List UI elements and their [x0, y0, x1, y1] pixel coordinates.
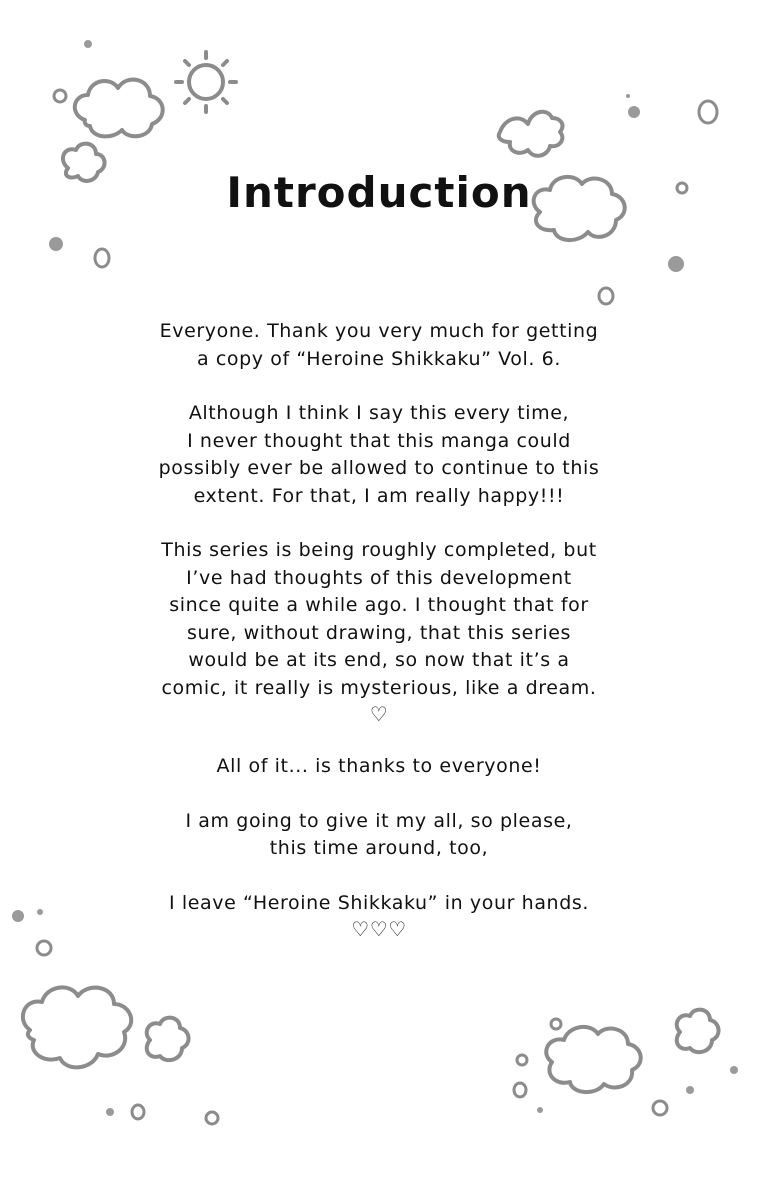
ring-icon [37, 941, 51, 955]
introduction-body [80, 318, 678, 968]
text-line: This series is being roughly completed, but [161, 539, 597, 561]
dot-icon [730, 1066, 738, 1074]
bird-icon [499, 112, 563, 156]
text-line: possibly ever be allowed to continue to this [158, 457, 600, 479]
heart-icons: ♡♡♡ [351, 917, 407, 941]
dot-icon [537, 1107, 543, 1113]
text-line: a copy of “Heroine Shikkaku” Vol. 6. [196, 347, 562, 370]
cloud-icon [75, 80, 163, 137]
text-line: All of it... is thanks to everyone! [216, 755, 542, 777]
text-line: Everyone. Thank you very much for getting [159, 320, 599, 342]
ring-icon [54, 90, 66, 102]
cloud-icon [546, 1027, 640, 1092]
paragraph-thanks [80, 318, 678, 373]
paragraph-continuation [80, 400, 678, 510]
paragraph-effort [80, 808, 678, 863]
dot-icon [37, 909, 43, 915]
ring-icon [551, 1019, 561, 1029]
text-line: since quite a while ago. I thought that for [169, 594, 589, 616]
paragraph-development [80, 537, 678, 726]
ring-icon [517, 1055, 527, 1065]
ring-icon [206, 1112, 218, 1124]
text-line: I’ve had thoughts of this development [186, 566, 572, 589]
dot-icon [106, 1108, 114, 1116]
dot-icon [626, 94, 630, 98]
text-line: would be at its end, so now that it’s a [188, 649, 570, 671]
dot-icon [686, 1086, 694, 1094]
ring-icon [653, 1101, 667, 1115]
text-line: I leave “Heroine Shikkaku” in your hands. [168, 891, 590, 914]
cloud-icon [677, 1010, 719, 1053]
ring-icon [132, 1105, 144, 1119]
paragraph-gratitude [80, 753, 678, 781]
text-line: sure, without drawing, that this series [186, 621, 572, 644]
page-title: Introduction [226, 168, 532, 217]
dot-icon [49, 237, 63, 251]
text-line: extent. For that, I am really happy!!! [193, 484, 565, 507]
dot-icon [84, 40, 92, 48]
dot-icon [628, 106, 640, 118]
ring-icon [599, 288, 613, 304]
heart-icon: ♡ [369, 702, 389, 726]
text-line: comic, it really is mysterious, like a dream. [161, 676, 597, 699]
text-line: this time around, too, [269, 837, 489, 859]
text-line: Although I think I say this every time, [188, 402, 570, 424]
dot-icon [668, 256, 684, 272]
sun-icon [189, 65, 223, 99]
text-line: I am going to give it my all, so please, [185, 809, 573, 832]
cloud-icon [147, 1018, 189, 1061]
ring-icon [95, 249, 109, 267]
paragraph-closing [80, 890, 678, 942]
ring-icon [514, 1083, 526, 1097]
dot-icon [12, 910, 24, 922]
cloud-icon [23, 987, 131, 1067]
text-line: I never thought that this manga could [187, 429, 571, 452]
ring-icon [699, 101, 717, 123]
